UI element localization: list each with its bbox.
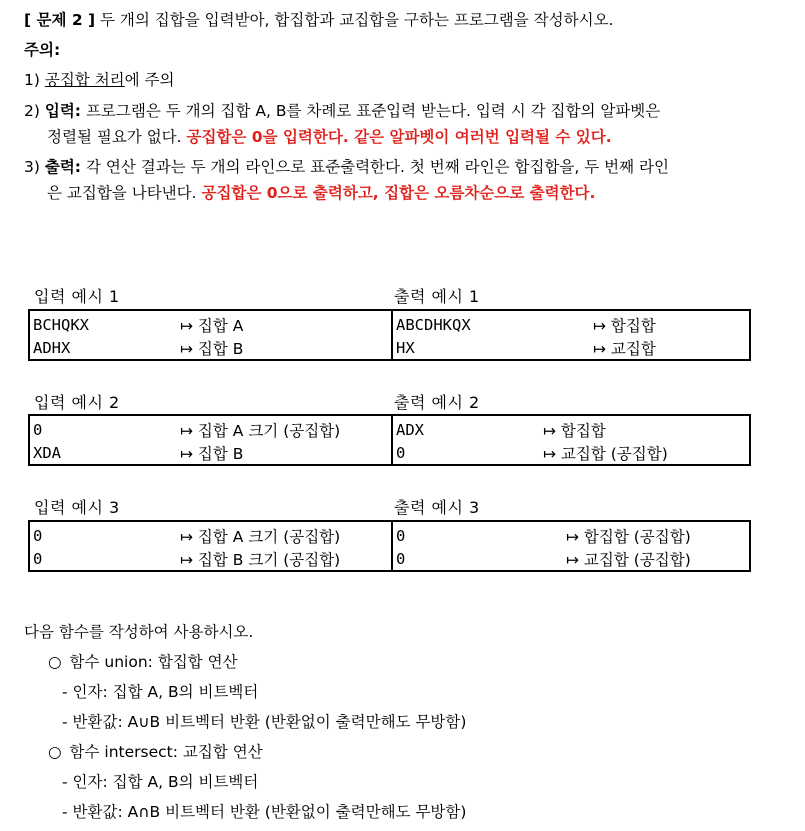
example-1-input-a-value: BCHQKX — [33, 316, 89, 334]
functions-intro: 다음 함수를 작성하여 사용하시오. — [24, 623, 254, 641]
example-1-output-intersect-value: HX — [396, 339, 415, 357]
example-1-output-union-value: ABCDHKQX — [396, 316, 471, 334]
function-union-return: - 반환값: A∪B 비트벡터 반환 (반환없이 출력만해도 무방함) — [62, 713, 467, 731]
note-2-number: 2) — [24, 102, 40, 120]
function-intersect-title: 함수 intersect: 교집합 연산 — [69, 743, 263, 761]
note-3-number: 3) — [24, 158, 40, 176]
example-3-input-a-value: 0 — [33, 527, 43, 545]
note-2-text-2: 정렬될 필요가 없다. — [47, 128, 182, 146]
input-example-2-label: 입력 예시 2 — [34, 393, 120, 412]
example-3-output-union-desc: ↦ 합집합 (공집합) — [566, 528, 691, 546]
bullet-icon: ○ — [48, 653, 62, 671]
example-2-input-a-desc: ↦ 집합 A 크기 (공집합) — [180, 422, 341, 440]
notes-label: 주의: — [24, 41, 61, 59]
problem-title: 두 개의 집합을 입력받아, 합집합과 교집합을 구하는 프로그램을 작성하시오. — [100, 11, 614, 29]
example-3-input-a-desc: ↦ 집합 A 크기 (공집합) — [180, 528, 341, 546]
note-1 — [24, 68, 175, 90]
note-2-line-1 — [24, 99, 660, 121]
function-intersect-arg: - 인자: 집합 A, B의 비트벡터 — [62, 773, 259, 791]
example-3-input-b-desc: ↦ 집합 B 크기 (공집합) — [180, 551, 341, 569]
example-2-output-union-value: ADX — [396, 421, 424, 439]
example-3-output-intersect-desc: ↦ 교집합 (공집합) — [566, 551, 691, 569]
example-1-divider — [391, 311, 393, 359]
example-3-output-intersect-value: 0 — [396, 550, 406, 568]
example-1-output-intersect-desc: ↦ 교집합 — [593, 340, 656, 358]
example-1-table — [28, 309, 751, 361]
problem-number: [ 문제 2 ] — [24, 11, 96, 29]
example-3-table — [28, 520, 751, 572]
example-2-output-intersect-value: 0 — [396, 444, 406, 462]
note-2-warning: 공집합은 0을 입력한다. 같은 알파벳이 여러번 입력될 수 있다. — [186, 128, 612, 146]
note-3-text-1: 각 연산 결과는 두 개의 라인으로 표준출력한다. 첫 번째 라인은 합집합을, 두 번째 라인 — [85, 158, 669, 176]
input-example-3-label: 입력 예시 3 — [34, 498, 120, 517]
note-3-label: 출력: — [44, 158, 82, 176]
example-3-divider — [391, 522, 393, 570]
example-1-input-b-desc: ↦ 집합 B — [180, 340, 244, 358]
example-2-input-b-value: XDA — [33, 444, 61, 462]
bullet-icon: ○ — [48, 743, 62, 761]
example-1-input-a-desc: ↦ 집합 A — [180, 317, 244, 335]
function-union-title: 함수 union: 합집합 연산 — [69, 653, 238, 671]
input-example-1-label: 입력 예시 1 — [34, 287, 120, 306]
example-2-input-a-value: 0 — [33, 421, 43, 439]
output-example-2-label: 출력 예시 2 — [394, 393, 480, 412]
output-example-1-label: 출력 예시 1 — [394, 287, 480, 306]
example-2-output-union-desc: ↦ 합집합 — [543, 422, 606, 440]
output-example-3-label: 출력 예시 3 — [394, 498, 480, 517]
note-2-text-1: 프로그램은 두 개의 집합 A, B를 차례로 표준입력 받는다. 입력 시 각 집합의 알파벳은 — [85, 102, 661, 120]
note-3-text-2: 은 교집합을 나타낸다. — [47, 184, 197, 202]
note-3-line-2 — [47, 181, 595, 203]
function-intersect-return: - 반환값: A∩B 비트벡터 반환 (반환없이 출력만해도 무방함) — [62, 803, 467, 821]
example-2-divider — [391, 416, 393, 464]
example-2-input-b-desc: ↦ 집합 B — [180, 445, 244, 463]
note-1-number: 1) — [24, 71, 40, 89]
example-2-table — [28, 414, 751, 466]
note-1-underlined: 공집합 처리 — [44, 71, 125, 89]
function-intersect — [48, 740, 263, 762]
note-1-text: 에 주의 — [124, 71, 175, 89]
note-2-label: 입력: — [44, 102, 82, 120]
function-union — [48, 650, 238, 672]
example-3-output-union-value: 0 — [396, 527, 406, 545]
note-3-warning: 공집합은 0으로 출력하고, 집합은 오름차순으로 출력한다. — [201, 184, 596, 202]
example-3-input-b-value: 0 — [33, 550, 43, 568]
note-3-line-1 — [24, 155, 669, 177]
example-2-output-intersect-desc: ↦ 교집합 (공집합) — [543, 445, 668, 463]
example-1-input-b-value: ADHX — [33, 339, 71, 357]
note-2-line-2 — [47, 125, 612, 147]
example-1-output-union-desc: ↦ 합집합 — [593, 317, 656, 335]
problem-header — [24, 8, 613, 30]
function-union-arg: - 인자: 집합 A, B의 비트벡터 — [62, 683, 259, 701]
